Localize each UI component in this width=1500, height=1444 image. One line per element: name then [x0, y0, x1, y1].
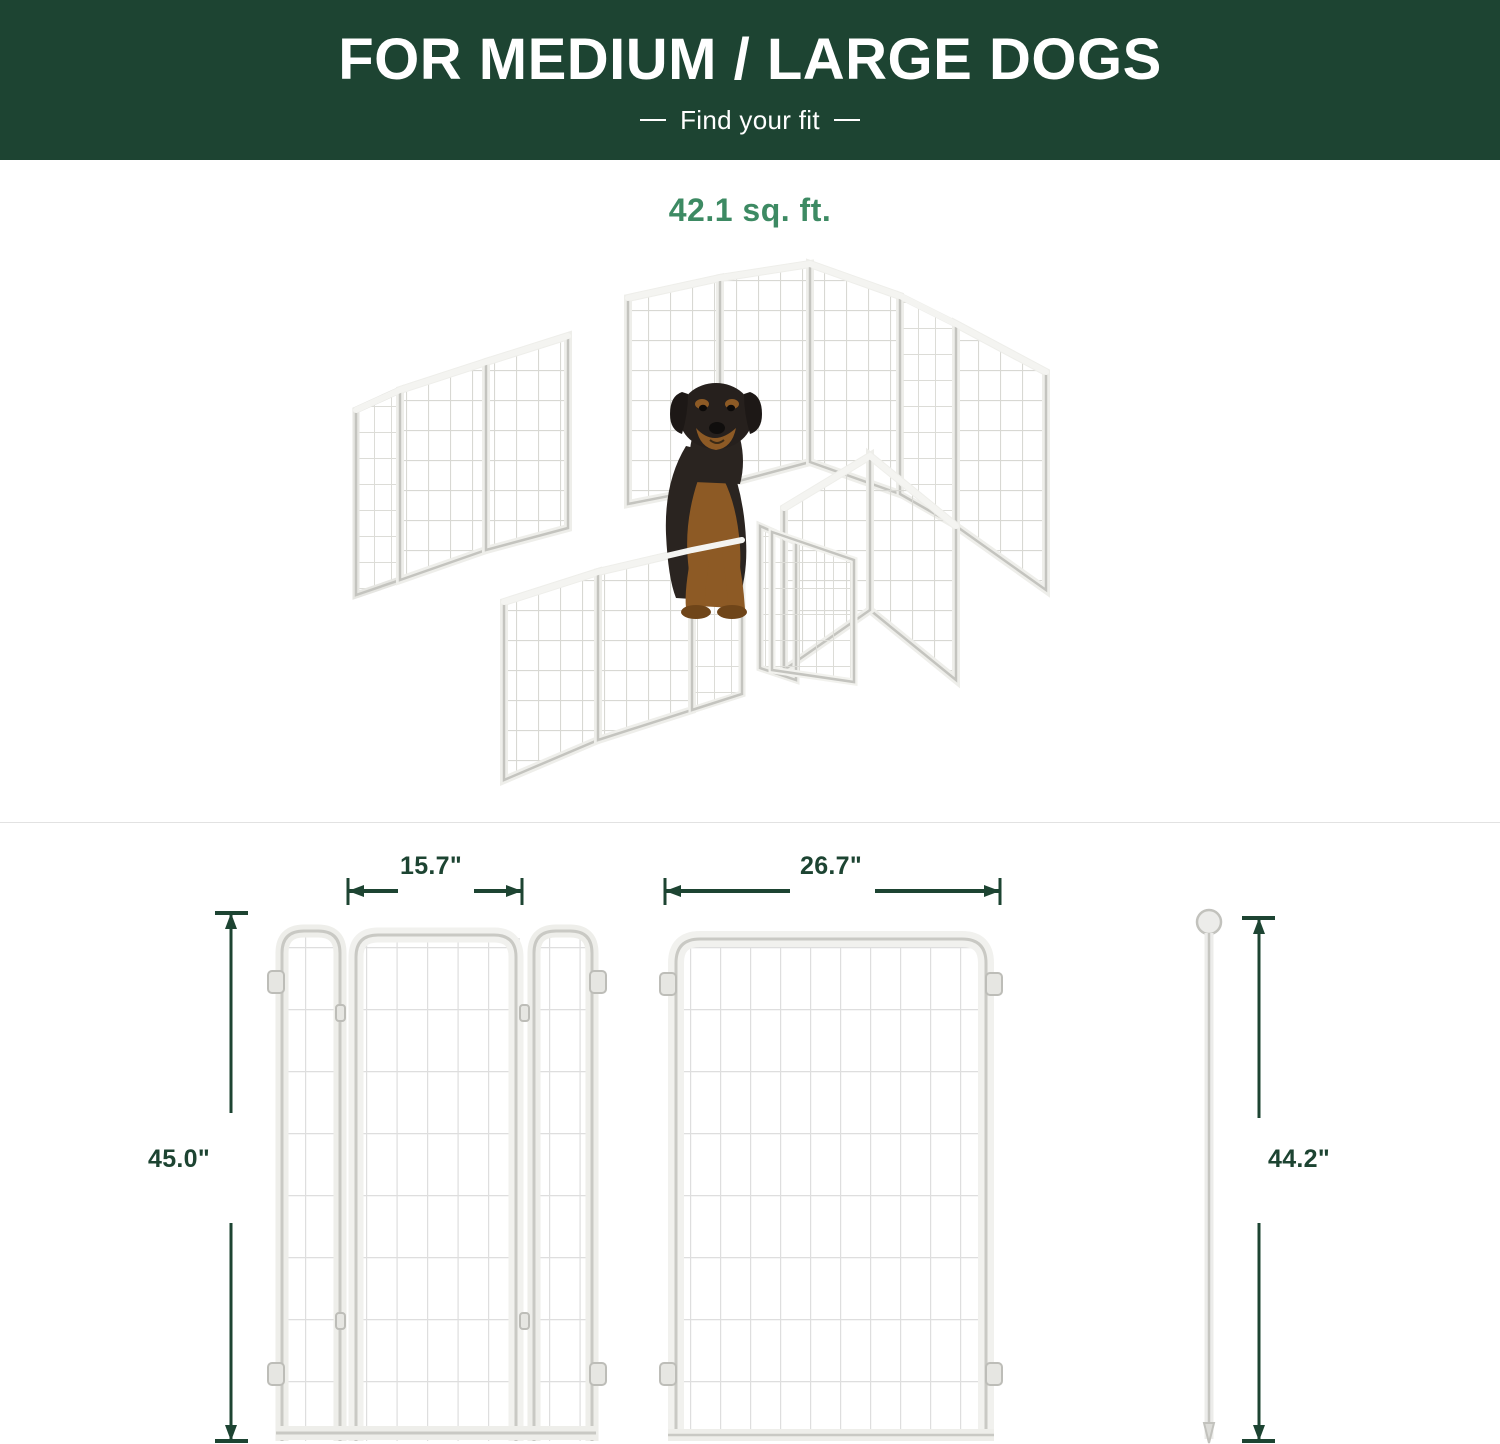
dimension-label-panel-height: 45.0" [148, 1145, 211, 1173]
ground-stake [1197, 910, 1221, 1443]
subtitle-row [640, 105, 860, 136]
dash-left-decoration [640, 119, 666, 121]
pen-gate-door-swing [772, 532, 854, 682]
hero-playpen-illustration [340, 250, 1160, 810]
area-label: 42.1 sq. ft. [668, 192, 832, 228]
dog-illustration [666, 383, 762, 619]
width-dimension-narrow [348, 878, 522, 905]
dimensions-diagram [0, 823, 1500, 1444]
page-title: FOR MEDIUM / LARGE DOGS [338, 27, 1162, 93]
pen-panel-back-left [356, 390, 400, 595]
dash-right-decoration [834, 119, 860, 121]
pen-panel-left-2 [486, 336, 568, 550]
pen-panel-front-left-1 [504, 572, 598, 780]
header-banner [0, 0, 1500, 160]
panel-narrow-assembly [268, 931, 606, 1441]
dimension-label-panel-narrow-width: 15.7" [400, 852, 463, 880]
width-dimension-wide [665, 878, 1000, 905]
height-dimension-panel [215, 913, 248, 1441]
pen-panel-right-rear-1 [810, 264, 900, 494]
pen-panel-left-1 [400, 362, 486, 580]
dimension-label-stake-height: 44.2" [1268, 1145, 1331, 1173]
dimension-label-panel-wide-width: 26.7" [800, 852, 863, 880]
page-subtitle: Find your fit [680, 104, 820, 135]
panel-wide [660, 939, 1002, 1441]
height-dimension-stake [1242, 918, 1275, 1441]
